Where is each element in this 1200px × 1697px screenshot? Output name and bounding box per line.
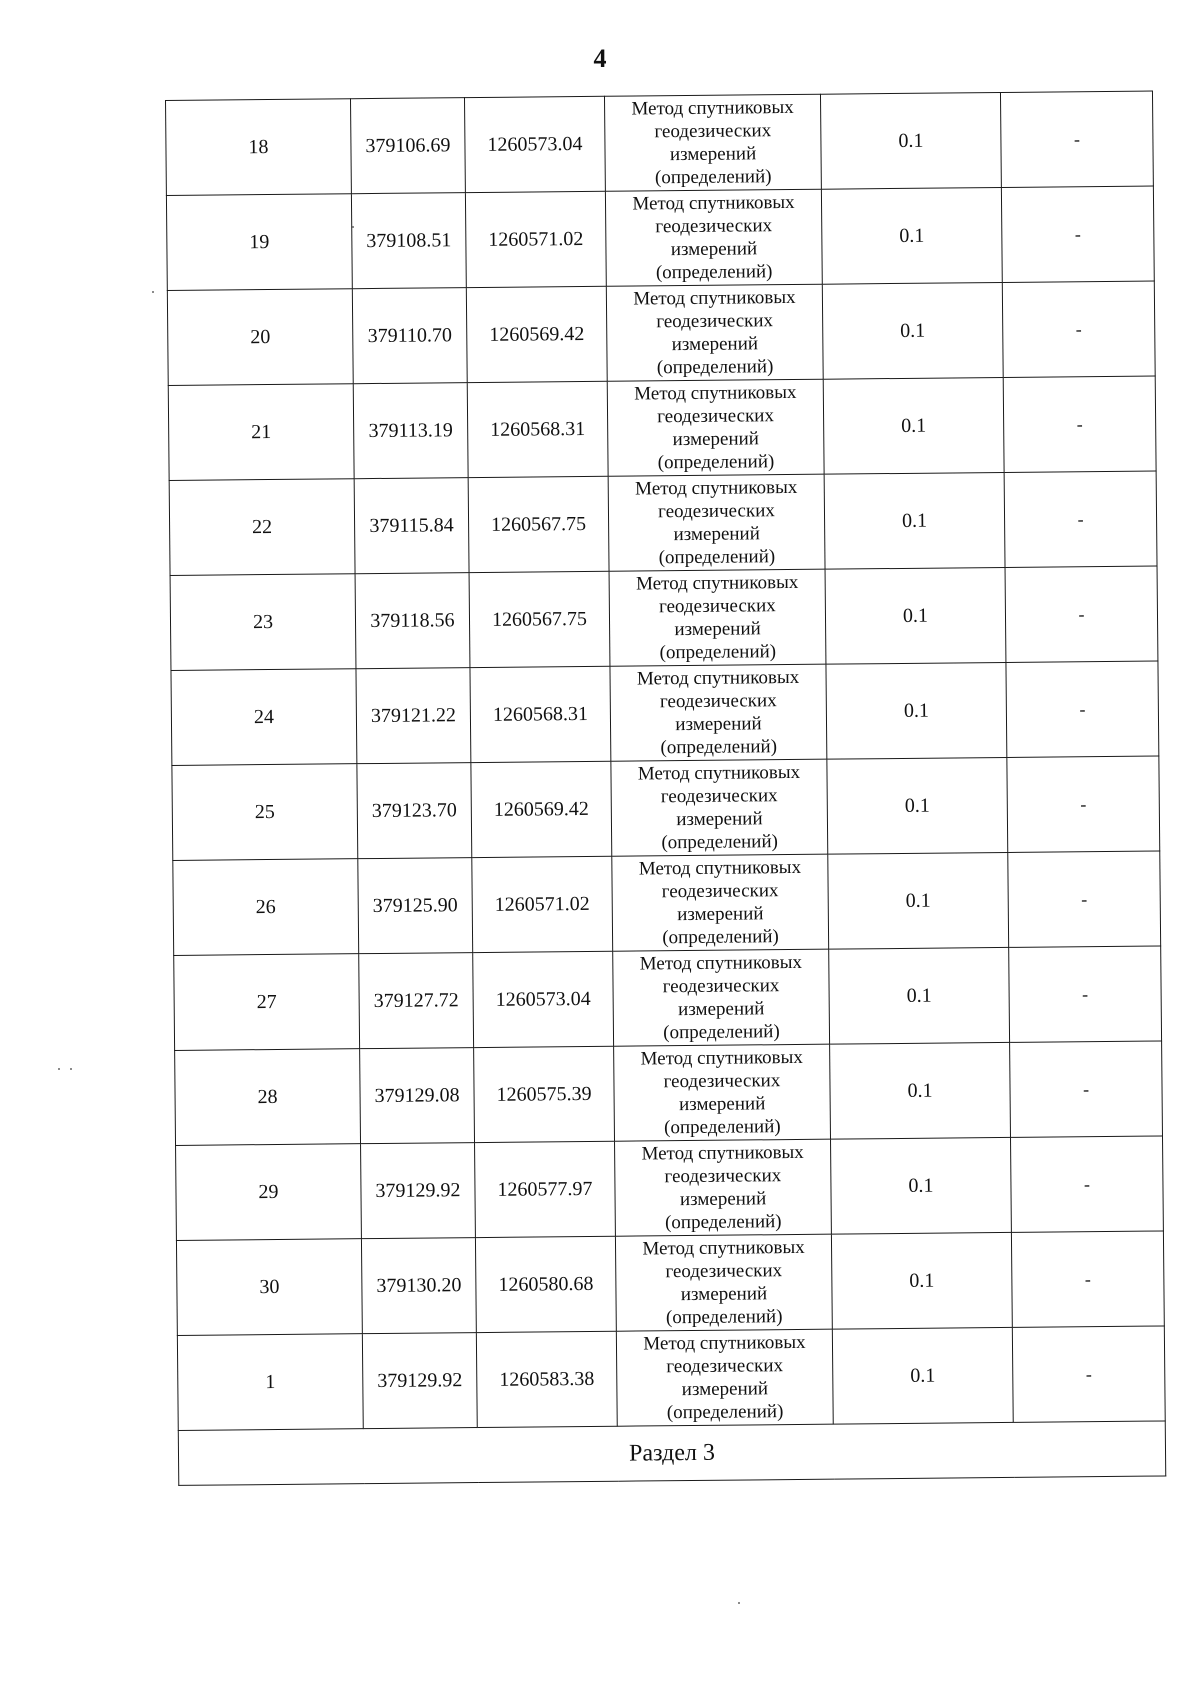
method-line: измерений bbox=[681, 1378, 769, 1401]
method-cell bbox=[615, 1234, 832, 1331]
x-coordinate-cell: 379129.08 bbox=[360, 1048, 475, 1144]
note-cell: - bbox=[1008, 851, 1161, 947]
method-line: Метод спутниковых bbox=[636, 666, 800, 690]
y-coordinate-cell: 1260568.31 bbox=[467, 381, 608, 477]
scan-speck bbox=[58, 1068, 60, 1070]
section-heading: Раздел 3 bbox=[178, 1421, 1165, 1485]
method-line: геодезических bbox=[666, 1355, 784, 1378]
table-row bbox=[173, 851, 1161, 955]
point-number-cell: 26 bbox=[173, 859, 359, 956]
y-coordinate-cell: 1260571.02 bbox=[465, 191, 606, 287]
method-cell bbox=[613, 949, 830, 1046]
scan-speck bbox=[152, 291, 154, 293]
method-cell bbox=[615, 1139, 832, 1236]
method-line: Метод спутниковых bbox=[633, 286, 796, 310]
x-coordinate-cell: 379121.22 bbox=[356, 668, 471, 764]
accuracy-cell: 0.1 bbox=[828, 852, 1009, 949]
point-number-cell: 25 bbox=[172, 764, 358, 861]
method-line: (определений) bbox=[658, 546, 776, 569]
method-cell bbox=[612, 854, 829, 951]
point-number-cell: 23 bbox=[170, 574, 356, 671]
method-line: Метод спутниковых bbox=[643, 1331, 806, 1355]
y-coordinate-cell: 1260568.31 bbox=[470, 666, 611, 762]
accuracy-cell: 0.1 bbox=[832, 1327, 1013, 1424]
method-line: измерений bbox=[674, 618, 761, 641]
method-line: (определений) bbox=[655, 261, 773, 284]
method-line: измерений bbox=[673, 523, 760, 546]
method-line: Метод спутниковых bbox=[635, 476, 798, 500]
method-line: геодезических bbox=[659, 690, 777, 713]
x-coordinate-cell: 379123.70 bbox=[357, 763, 472, 859]
method-line: геодезических bbox=[662, 975, 780, 998]
y-coordinate-cell: 1260567.75 bbox=[468, 476, 609, 572]
note-cell: - bbox=[1000, 91, 1153, 187]
x-coordinate-cell: 379108.51 bbox=[351, 193, 466, 289]
method-line: (определений) bbox=[657, 451, 775, 474]
note-cell: - bbox=[1011, 1231, 1164, 1327]
accuracy-cell: 0.1 bbox=[827, 757, 1008, 854]
note-cell: - bbox=[1010, 1136, 1163, 1232]
method-line: измерений bbox=[677, 998, 765, 1021]
method-line: (определений) bbox=[661, 831, 779, 854]
x-coordinate-cell: 379129.92 bbox=[362, 1333, 477, 1429]
table-row bbox=[174, 946, 1162, 1050]
method-line: геодезических bbox=[654, 120, 772, 143]
method-line: геодезических bbox=[657, 500, 775, 523]
table-row bbox=[169, 471, 1157, 575]
method-cell bbox=[604, 94, 821, 191]
method-line: (определений) bbox=[664, 1116, 781, 1139]
method-line: (определений) bbox=[656, 356, 774, 379]
method-line: измерений bbox=[672, 428, 760, 451]
method-line: (определений) bbox=[666, 1401, 784, 1424]
x-coordinate-cell: 379113.19 bbox=[353, 383, 468, 479]
accuracy-cell: 0.1 bbox=[831, 1137, 1012, 1234]
table-row bbox=[172, 756, 1160, 860]
point-number-cell: 30 bbox=[176, 1239, 362, 1336]
method-line: (определений) bbox=[663, 1021, 780, 1044]
method-line: Метод спутниковых bbox=[640, 1046, 803, 1070]
note-cell: - bbox=[1012, 1326, 1165, 1422]
accuracy-cell: 0.1 bbox=[820, 92, 1001, 189]
x-coordinate-cell: 379118.56 bbox=[355, 573, 470, 669]
table-row bbox=[167, 281, 1155, 385]
section-row bbox=[178, 1421, 1165, 1485]
method-line: геодезических bbox=[658, 595, 776, 618]
method-line: геодезических bbox=[660, 785, 778, 808]
method-cell bbox=[609, 569, 826, 666]
method-line: (определений) bbox=[662, 926, 779, 949]
method-line: измерений bbox=[675, 713, 762, 736]
method-cell bbox=[607, 379, 824, 476]
note-cell: - bbox=[1009, 946, 1162, 1042]
y-coordinate-cell: 1260571.02 bbox=[472, 856, 613, 952]
note-cell: - bbox=[1010, 1041, 1163, 1137]
y-coordinate-cell: 1260573.04 bbox=[464, 96, 605, 192]
method-cell bbox=[616, 1329, 833, 1426]
y-coordinate-cell: 1260577.97 bbox=[475, 1141, 616, 1237]
accuracy-cell: 0.1 bbox=[823, 377, 1004, 474]
scan-speck bbox=[70, 1068, 72, 1070]
method-line: (определений) bbox=[660, 736, 778, 759]
method-line: (определений) bbox=[659, 641, 777, 664]
method-line: Метод спутниковых bbox=[632, 191, 795, 215]
note-cell: - bbox=[1005, 566, 1158, 662]
method-line: Метод спутниковых bbox=[637, 761, 801, 785]
method-cell bbox=[611, 759, 828, 856]
method-line: Метод спутниковых bbox=[641, 1141, 804, 1165]
y-coordinate-cell: 1260569.42 bbox=[466, 286, 607, 382]
point-number-cell: 1 bbox=[177, 1334, 363, 1431]
method-line: измерений bbox=[680, 1283, 768, 1306]
method-line: Метод спутниковых bbox=[639, 951, 803, 975]
method-cell bbox=[614, 1044, 831, 1141]
table-row bbox=[166, 186, 1154, 290]
point-number-cell: 20 bbox=[167, 289, 353, 386]
point-number-cell: 19 bbox=[166, 194, 352, 291]
table-row bbox=[176, 1136, 1164, 1240]
page-number: 4 bbox=[593, 44, 607, 73]
x-coordinate-cell: 379115.84 bbox=[354, 478, 469, 574]
method-line: (определений) bbox=[664, 1211, 782, 1234]
table-row bbox=[171, 661, 1159, 765]
x-coordinate-cell: 379125.90 bbox=[358, 858, 473, 954]
method-line: Метод спутниковых bbox=[634, 381, 797, 405]
method-line: Метод спутниковых bbox=[635, 571, 799, 595]
accuracy-cell: 0.1 bbox=[830, 1042, 1011, 1139]
table-body bbox=[166, 91, 1166, 1485]
accuracy-cell: 0.1 bbox=[825, 567, 1006, 664]
x-coordinate-cell: 379110.70 bbox=[352, 288, 467, 384]
x-coordinate-cell: 379106.69 bbox=[350, 98, 465, 194]
note-cell: - bbox=[1007, 756, 1160, 852]
table-row bbox=[166, 91, 1154, 195]
method-line: Метод спутниковых bbox=[638, 856, 802, 880]
method-line: измерений bbox=[670, 238, 758, 261]
accuracy-cell: 0.1 bbox=[831, 1232, 1012, 1329]
method-cell bbox=[605, 189, 822, 286]
method-cell bbox=[606, 284, 823, 381]
table-row bbox=[176, 1231, 1164, 1335]
point-number-cell: 24 bbox=[171, 669, 357, 766]
method-line: измерений bbox=[679, 1188, 767, 1211]
point-number-cell: 22 bbox=[169, 479, 355, 576]
table-row bbox=[177, 1326, 1165, 1430]
method-line: геодезических bbox=[656, 310, 774, 333]
note-cell: - bbox=[1004, 471, 1157, 567]
table-row bbox=[175, 1041, 1163, 1145]
method-line: измерений bbox=[677, 903, 764, 926]
accuracy-cell: 0.1 bbox=[824, 472, 1005, 569]
method-line: Метод спутниковых bbox=[642, 1236, 805, 1260]
accuracy-cell: 0.1 bbox=[822, 282, 1003, 379]
y-coordinate-cell: 1260569.42 bbox=[471, 761, 612, 857]
method-line: геодезических bbox=[661, 880, 779, 903]
method-cell bbox=[610, 664, 827, 761]
note-cell: - bbox=[1001, 186, 1154, 282]
note-cell: - bbox=[1002, 281, 1155, 377]
method-line: геодезических bbox=[657, 405, 775, 428]
note-cell: - bbox=[1003, 376, 1156, 472]
method-line: (определений) bbox=[654, 166, 772, 189]
point-number-cell: 21 bbox=[168, 384, 354, 481]
method-line: геодезических bbox=[664, 1165, 782, 1188]
point-number-cell: 27 bbox=[174, 954, 360, 1051]
method-cell bbox=[608, 474, 825, 571]
accuracy-cell: 0.1 bbox=[821, 187, 1002, 284]
x-coordinate-cell: 379127.72 bbox=[359, 953, 474, 1049]
method-line: геодезических bbox=[663, 1070, 781, 1093]
x-coordinate-cell: 379130.20 bbox=[361, 1238, 476, 1334]
scan-speck bbox=[738, 1602, 740, 1604]
method-line: геодезических bbox=[665, 1260, 783, 1283]
scan-speck bbox=[352, 226, 354, 228]
method-line: измерений bbox=[671, 333, 759, 356]
coordinates-table bbox=[165, 91, 1166, 1486]
table-row bbox=[168, 376, 1156, 480]
point-number-cell: 18 bbox=[166, 99, 352, 196]
method-line: измерений bbox=[678, 1093, 766, 1116]
accuracy-cell: 0.1 bbox=[829, 947, 1010, 1044]
y-coordinate-cell: 1260580.68 bbox=[475, 1236, 616, 1332]
table-row bbox=[170, 566, 1158, 670]
method-line: измерений bbox=[669, 143, 757, 166]
y-coordinate-cell: 1260575.39 bbox=[474, 1046, 615, 1142]
accuracy-cell: 0.1 bbox=[826, 662, 1007, 759]
method-line: (определений) bbox=[665, 1306, 783, 1329]
method-line: измерений bbox=[676, 808, 763, 831]
note-cell: - bbox=[1006, 661, 1159, 757]
y-coordinate-cell: 1260567.75 bbox=[469, 571, 610, 667]
x-coordinate-cell: 379129.92 bbox=[361, 1143, 476, 1239]
method-line: Метод спутниковых bbox=[631, 96, 794, 120]
point-number-cell: 28 bbox=[175, 1049, 361, 1146]
y-coordinate-cell: 1260583.38 bbox=[476, 1331, 617, 1427]
point-number-cell: 29 bbox=[176, 1144, 362, 1241]
y-coordinate-cell: 1260573.04 bbox=[473, 951, 614, 1047]
method-line: геодезических bbox=[655, 215, 773, 238]
